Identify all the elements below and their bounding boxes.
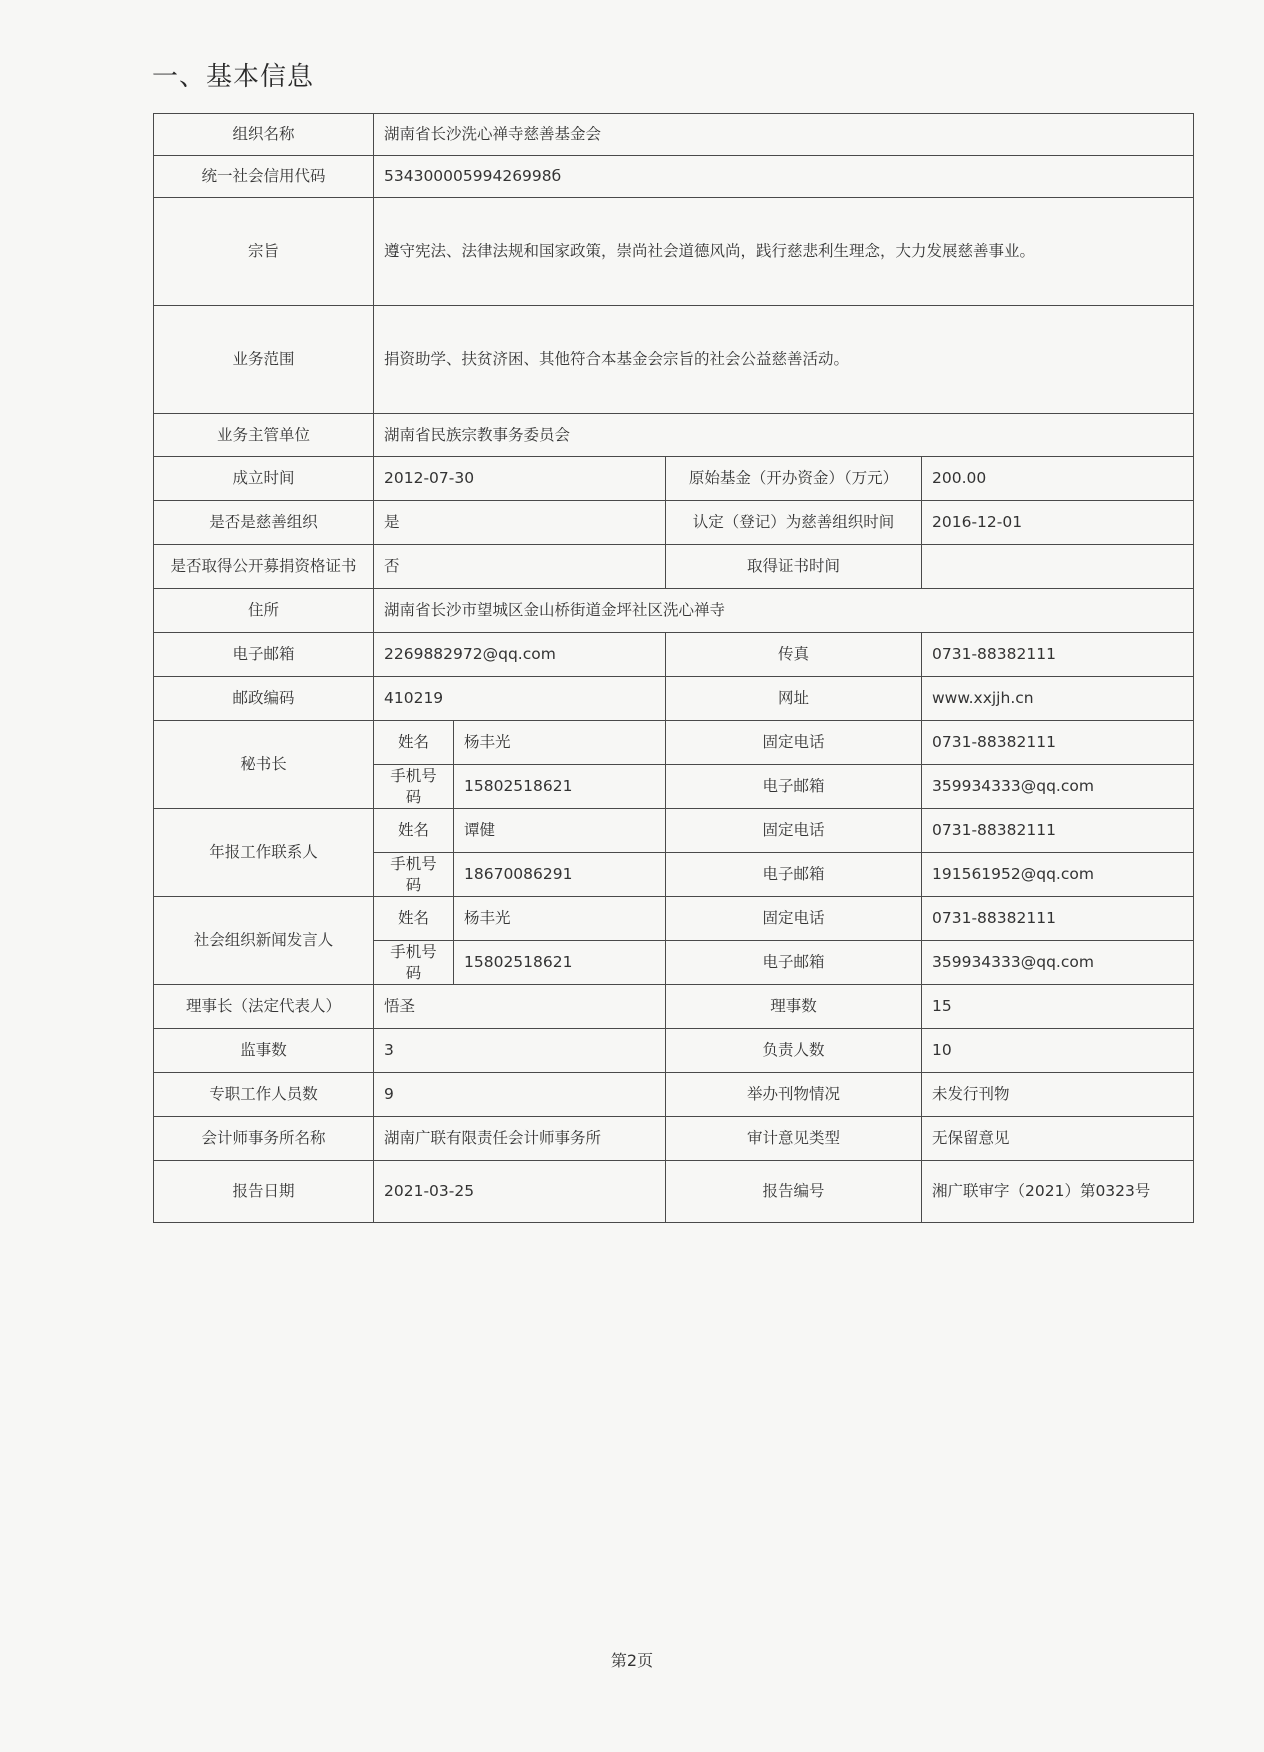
- section-title: 一、基本信息: [152, 62, 315, 92]
- row-founded: [154, 457, 1194, 501]
- report-date-label: 报告日期: [154, 1161, 374, 1223]
- secretary-email-label: 电子邮箱: [666, 765, 922, 809]
- publication-value: 未发行刊物: [922, 1073, 1194, 1117]
- website-label: 网址: [666, 677, 922, 721]
- row-staff: [154, 1073, 1194, 1117]
- address-label: 住所: [154, 589, 374, 633]
- certificate-date-value: [922, 545, 1194, 589]
- secretary-general-label: 秘书长: [154, 721, 374, 809]
- directors-count-value: 15: [922, 985, 1194, 1029]
- annual-contact-phone: 0731-88382111: [922, 809, 1194, 853]
- row-supervisor: [154, 414, 1194, 457]
- row-fundraising: [154, 545, 1194, 589]
- spokesperson-mobile-label: 手机号码: [374, 941, 454, 985]
- annual-contact-phone-label: 固定电话: [666, 809, 922, 853]
- fundraising-label: 是否取得公开募捐资格证书: [154, 545, 374, 589]
- spokesperson-email-label: 电子邮箱: [666, 941, 922, 985]
- accounting-firm-value: 湖南广联有限责任会计师事务所: [374, 1117, 666, 1161]
- fundraising-value: 否: [374, 545, 666, 589]
- founded-label: 成立时间: [154, 457, 374, 501]
- supervisor-value: 湖南省民族宗教事务委员会: [374, 414, 1194, 457]
- publication-label: 举办刊物情况: [666, 1073, 922, 1117]
- annual-contact-email-label: 电子邮箱: [666, 853, 922, 897]
- spokesperson-label: 社会组织新闻发言人: [154, 897, 374, 985]
- credit-code-label: 统一社会信用代码: [154, 156, 374, 198]
- page-number: 第2页: [610, 1651, 654, 1670]
- annual-contact-mobile-label: 手机号码: [374, 853, 454, 897]
- original-fund-label: 原始基金（开办资金）（万元）: [666, 457, 922, 501]
- report-date-value: 2021-03-25: [374, 1161, 666, 1223]
- postal-value: 410219: [374, 677, 666, 721]
- supervisor-label: 业务主管单位: [154, 414, 374, 457]
- annual-contact-mobile: 18670086291: [454, 853, 666, 897]
- chairman-label: 理事长（法定代表人）: [154, 985, 374, 1029]
- charity-date-value: 2016-12-01: [922, 501, 1194, 545]
- secretary-phone-label: 固定电话: [666, 721, 922, 765]
- row-credit-code: [154, 156, 1194, 198]
- leaders-count-value: 10: [922, 1029, 1194, 1073]
- row-business-scope: [154, 306, 1194, 414]
- business-scope-value: 捐资助学、扶贫济困、其他符合本基金会宗旨的社会公益慈善活动。: [374, 306, 1194, 414]
- row-email: [154, 633, 1194, 677]
- business-scope-label: 业务范围: [154, 306, 374, 414]
- original-fund-value: 200.00: [922, 457, 1194, 501]
- row-report: [154, 1161, 1194, 1223]
- staff-count-value: 9: [374, 1073, 666, 1117]
- secretary-email: 359934333@qq.com: [922, 765, 1194, 809]
- row-supervisors: [154, 1029, 1194, 1073]
- secretary-mobile-label: 手机号码: [374, 765, 454, 809]
- email-value: 2269882972@qq.com: [374, 633, 666, 677]
- org-name-value: 湖南省长沙洗心禅寺慈善基金会: [374, 114, 1194, 156]
- row-purpose: [154, 198, 1194, 306]
- secretary-name: 杨丰光: [454, 721, 666, 765]
- chairman-value: 悟圣: [374, 985, 666, 1029]
- secretary-general-row-1: [154, 721, 1194, 765]
- purpose-label: 宗旨: [154, 198, 374, 306]
- directors-count-label: 理事数: [666, 985, 922, 1029]
- spokesperson-phone: 0731-88382111: [922, 897, 1194, 941]
- fax-value: 0731-88382111: [922, 633, 1194, 677]
- founded-value: 2012-07-30: [374, 457, 666, 501]
- annual-contact-email: 191561952@qq.com: [922, 853, 1194, 897]
- audit-opinion-value: 无保留意见: [922, 1117, 1194, 1161]
- row-charity: [154, 501, 1194, 545]
- supervisors-count-value: 3: [374, 1029, 666, 1073]
- basic-info-table: [153, 113, 1194, 1223]
- spokesperson-name-label: 姓名: [374, 897, 454, 941]
- supervisors-count-label: 监事数: [154, 1029, 374, 1073]
- annual-report-contact-row-1: [154, 809, 1194, 853]
- staff-count-label: 专职工作人员数: [154, 1073, 374, 1117]
- audit-opinion-label: 审计意见类型: [666, 1117, 922, 1161]
- secretary-mobile: 15802518621: [454, 765, 666, 809]
- purpose-value: 遵守宪法、法律法规和国家政策，崇尚社会道德风尚，践行慈悲利生理念，大力发展慈善事业。: [374, 198, 1194, 306]
- report-number-label: 报告编号: [666, 1161, 922, 1223]
- spokesperson-email: 359934333@qq.com: [922, 941, 1194, 985]
- row-postal: [154, 677, 1194, 721]
- spokesperson-name: 杨丰光: [454, 897, 666, 941]
- charity-date-label: 认定（登记）为慈善组织时间: [666, 501, 922, 545]
- row-accounting: [154, 1117, 1194, 1161]
- report-number-value: 湘广联审字（2021）第0323号: [922, 1161, 1194, 1223]
- spokesperson-mobile: 15802518621: [454, 941, 666, 985]
- row-org-name: [154, 114, 1194, 156]
- accounting-firm-label: 会计师事务所名称: [154, 1117, 374, 1161]
- charity-value: 是: [374, 501, 666, 545]
- row-chairman: [154, 985, 1194, 1029]
- secretary-phone: 0731-88382111: [922, 721, 1194, 765]
- website-value: www.xxjjh.cn: [922, 677, 1194, 721]
- spokesperson-phone-label: 固定电话: [666, 897, 922, 941]
- fax-label: 传真: [666, 633, 922, 677]
- org-name-label: 组织名称: [154, 114, 374, 156]
- secretary-name-label: 姓名: [374, 721, 454, 765]
- leaders-count-label: 负责人数: [666, 1029, 922, 1073]
- annual-report-contact-label: 年报工作联系人: [154, 809, 374, 897]
- postal-label: 邮政编码: [154, 677, 374, 721]
- row-address: [154, 589, 1194, 633]
- annual-contact-name-label: 姓名: [374, 809, 454, 853]
- credit-code-value: 53430000599426998б: [374, 156, 1194, 198]
- spokesperson-row-1: [154, 897, 1194, 941]
- email-label: 电子邮箱: [154, 633, 374, 677]
- certificate-date-label: 取得证书时间: [666, 545, 922, 589]
- annual-contact-name: 谭健: [454, 809, 666, 853]
- charity-label: 是否是慈善组织: [154, 501, 374, 545]
- address-value: 湖南省长沙市望城区金山桥街道金坪社区洗心禅寺: [374, 589, 1194, 633]
